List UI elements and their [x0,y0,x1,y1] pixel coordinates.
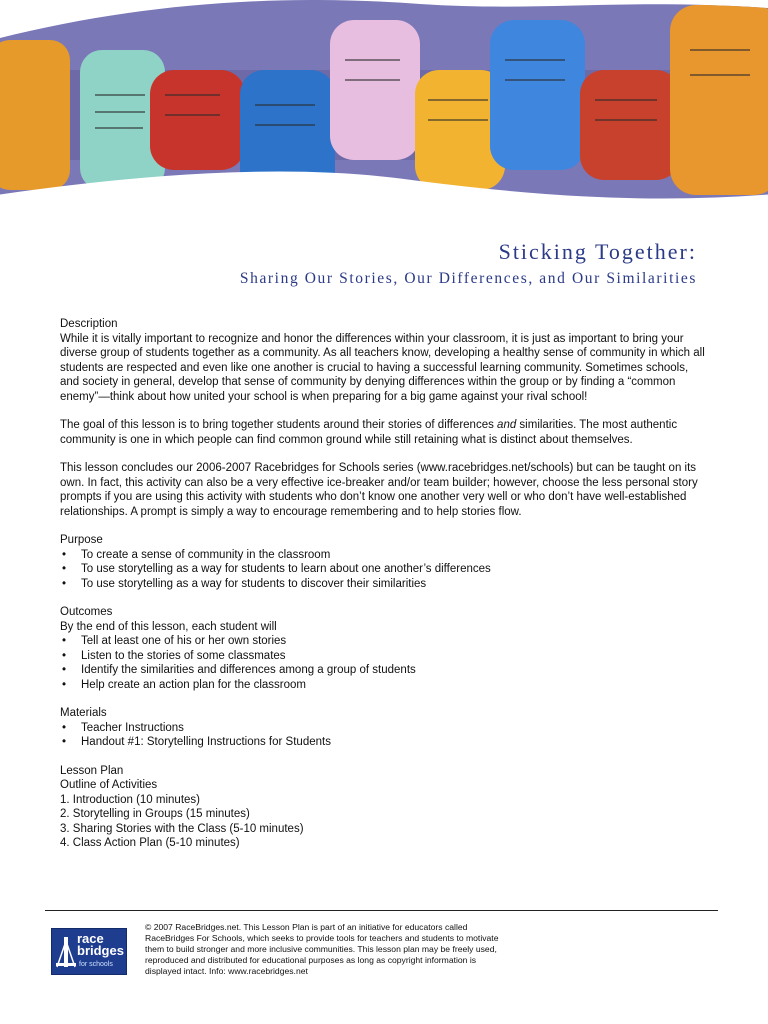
fist-pink [330,20,420,160]
list-item: • Tell at least one of his or her own stories [60,634,710,649]
fist-darkred [580,70,680,180]
p2-emphasis: and [497,419,517,431]
p2-text-after: similarities. The most authentic community is one in which people can find common ground while still retaining what is distinct about themselves. [60,419,678,446]
fist-lightblue [490,20,585,170]
bridge-icon [56,935,76,969]
logo-line-1: race [77,931,104,946]
fists-artwork [0,0,768,232]
materials-list [60,721,710,750]
purpose-heading: Purpose [60,534,103,546]
fist-orange-left [0,40,70,190]
lesson-step: 2. Storytelling in Groups (15 minutes) [60,808,250,820]
fist-red [150,70,245,170]
list-item: • Help create an action plan for the classroom [60,678,710,693]
copyright-line: displayed intact. Info: www.racebridges.net [145,966,308,976]
materials-heading: Materials [60,707,107,719]
copyright-line: reproduced and distributed for educational purposes as long as copyright information is [145,955,477,965]
copyright-notice [145,922,505,977]
racebridges-logo [51,928,127,975]
list-item: • Handout #1: Storytelling Instructions for Students [60,735,710,750]
lesson-step: 1. Introduction (10 minutes) [60,793,200,806]
lesson-content [60,317,710,851]
logo-line-2: bridges [77,943,124,958]
list-item: • Identify the similarities and differences among a group of students [60,663,710,678]
list-item: • To use storytelling as a way for students to discover their similarities [60,577,710,592]
outcomes-heading: Outcomes [60,606,113,618]
purpose-list [60,548,710,592]
footer-divider [45,910,718,911]
copyright-line: RaceBridges For Schools, which seeks to provide tools for teachers and students to motivate [145,933,499,943]
fist-blue [240,70,335,200]
description-heading: Description [60,318,118,330]
description-paragraph-3: This lesson concludes our 2006-2007 Racebridges for Schools series (www.racebridges.net/schools) but can be taught on its own. In fact, this activity can also be a very effective ice-breaker and/or team builder; however, choose the less personal story prompts if you are using this activity with students who don’t know one another very well or who don’t have well-established relationships. A prompt is simply a way to encourage remembering and to help stories flow. [60,462,698,518]
lesson-step: 3. Sharing Stories with the Class (5-10 minutes) [60,822,304,835]
description-paragraph-2 [60,418,710,447]
lesson-step: 4. Class Action Plan (5-10 minutes) [60,837,240,849]
outcomes-list [60,634,710,692]
p2-text-before: The goal of this lesson is to bring together students around their stories of differences [60,419,498,431]
copyright-line: © 2007 RaceBridges.net. This Lesson Plan is part of an initiative for educators called [145,922,468,932]
lesson-plan-heading: Lesson Plan [60,764,124,777]
list-item: • To create a sense of community in the classroom [60,548,710,563]
list-item: • Listen to the stories of some classmates [60,649,710,664]
outcomes-intro: By the end of this lesson, each student will [60,620,277,633]
description-paragraph-1: While it is vitally important to recognize and honor the differences within your classroom, it is just as important to bring your diverse group of students together as a community. As all teachers know, developing a healthy sense of community in which all students are respected and even like one another is crucial to having a successful learning community. Sometimes schools, and society in general, develop that sense of community by denying differences within the group or by finding a “common enemy”—think about how united your school is when preparing for a big game against your rival school! [60,332,705,403]
logo-line-3: for schools [79,961,113,968]
lesson-plan-intro: Outline of Activities [60,779,158,791]
list-item: • Teacher Instructions [60,721,710,736]
banner-illustration [0,0,768,232]
fist-orange-right [670,5,768,195]
title-block [0,238,697,290]
list-item: • To use storytelling as a way for students to learn about one another’s differences [60,562,710,577]
copyright-line: them to build stronger and more inclusive communities. This lesson plan may be freely used, [145,944,497,954]
page-title: Sticking Together: [498,239,697,264]
page-subtitle: Sharing Our Stories, Our Differences, and Our Similarities [239,270,697,287]
